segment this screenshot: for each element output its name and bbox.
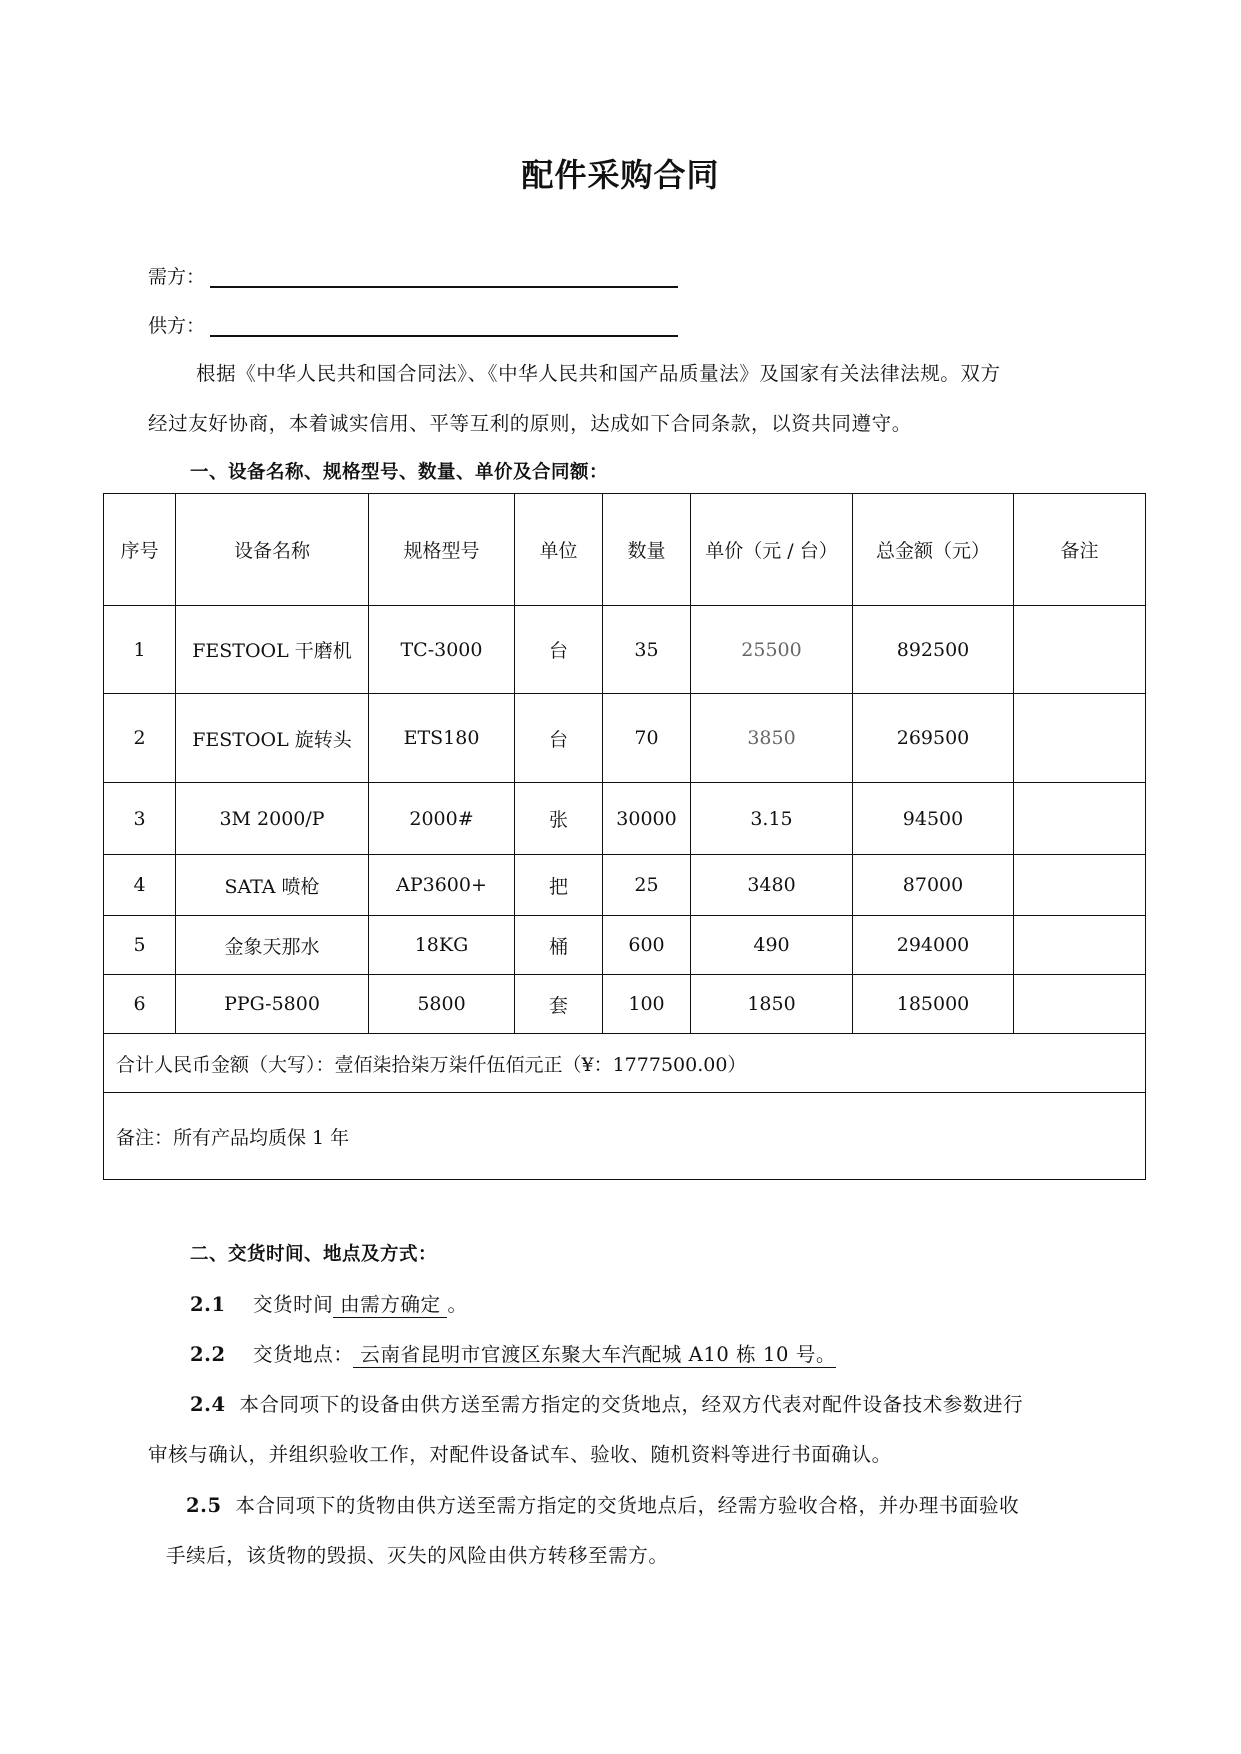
- table-row: [104, 975, 1146, 1034]
- table-cell: 5800: [369, 975, 515, 1034]
- total-amount-text: 合计人民币金额（大写）：壹佰柒拾柒万柒仟伍佰元正（¥：1777500.00）: [104, 1034, 1146, 1093]
- table-row: [104, 783, 1146, 855]
- supplier-row: [148, 311, 205, 338]
- intro-line-2: 经过友好协商，本着诚实信用、平等互利的原则，达成如下合同条款，以资共同遵守。: [148, 412, 912, 435]
- header-cell: 数量: [603, 494, 691, 606]
- table-cell: 100: [603, 975, 691, 1034]
- clause-2-1: [190, 1289, 468, 1317]
- table-cell: 3480: [691, 855, 853, 916]
- table-cell: ETS180: [369, 694, 515, 783]
- clause-number: 2.4: [190, 1393, 226, 1416]
- table-cell: 3M 2000/P: [176, 783, 369, 855]
- table-cell: [1014, 694, 1146, 783]
- clause-2-4-line-2: 审核与确认，并组织验收工作，对配件设备试车、验收、随机资料等进行书面确认。: [148, 1443, 892, 1466]
- intro-line-1: 根据《中华人民共和国合同法》、《中华人民共和国产品质量法》及国家有关法律法规。双方: [196, 362, 1001, 385]
- table-cell: [1014, 855, 1146, 916]
- table-cell: 台: [515, 694, 603, 783]
- remark-text: 备注：所有产品均质保 1 年: [104, 1093, 1146, 1180]
- table-cell: 30000: [603, 783, 691, 855]
- table-cell: SATA 喷枪: [176, 855, 369, 916]
- table-cell: 269500: [853, 694, 1014, 783]
- clause-end: 。: [447, 1293, 468, 1316]
- clause-text: 本合同项下的设备由供方送至需方指定的交货地点，经双方代表对配件设备技术参数进行: [239, 1393, 1024, 1416]
- table-cell: 185000: [853, 975, 1014, 1034]
- supplier-label: 供方：: [148, 315, 206, 337]
- clause-number: 2.2: [190, 1343, 226, 1366]
- table-cell: 张: [515, 783, 603, 855]
- table-cell: AP3600+: [369, 855, 515, 916]
- table-cell: TC-3000: [369, 606, 515, 694]
- table-cell: 3: [104, 783, 176, 855]
- header-cell: 序号: [104, 494, 176, 606]
- clause-2-5-line-1: [186, 1490, 1019, 1518]
- table-cell: 把: [515, 855, 603, 916]
- table-cell: [1014, 975, 1146, 1034]
- table-cell: 18KG: [369, 916, 515, 975]
- table-cell: 892500: [853, 606, 1014, 694]
- table-cell: 25500: [691, 606, 853, 694]
- table-cell: 35: [603, 606, 691, 694]
- table-cell: 3850: [691, 694, 853, 783]
- table-cell: 70: [603, 694, 691, 783]
- table-cell: PPG-5800: [176, 975, 369, 1034]
- buyer-row: [148, 262, 205, 289]
- table-cell: 5: [104, 916, 176, 975]
- clause-2-4-line-1: [190, 1389, 1023, 1417]
- table-cell: 294000: [853, 916, 1014, 975]
- table-cell: 25: [603, 855, 691, 916]
- clause-2-5-line-2: 手续后，该货物的毁损、灭失的风险由供方转移至需方。: [166, 1544, 669, 1567]
- table-cell: 1850: [691, 975, 853, 1034]
- clause-number: 2.1: [190, 1293, 226, 1316]
- table-row: [104, 606, 1146, 694]
- table-cell: 套: [515, 975, 603, 1034]
- table-row: [104, 694, 1146, 783]
- table-cell: 94500: [853, 783, 1014, 855]
- equipment-table: [103, 493, 1146, 1180]
- section-1-heading: 一、设备名称、规格型号、数量、单价及合同额：: [190, 462, 609, 483]
- table-cell: [1014, 916, 1146, 975]
- table-cell: 金象天那水: [176, 916, 369, 975]
- section-2-heading: 二、交货时间、地点及方式：: [190, 1244, 438, 1265]
- delivery-time-value: 由需方确定: [333, 1293, 448, 1316]
- table-cell: 490: [691, 916, 853, 975]
- clause-label: 交货地点：: [252, 1343, 354, 1366]
- table-cell: 600: [603, 916, 691, 975]
- table-header-row: [104, 494, 1146, 606]
- table-cell: 台: [515, 606, 603, 694]
- table-cell: 3.15: [691, 783, 853, 855]
- table-cell: 6: [104, 975, 176, 1034]
- header-cell: 单价（元 / 台）: [691, 494, 853, 606]
- table-cell: 4: [104, 855, 176, 916]
- header-cell: 单位: [515, 494, 603, 606]
- table-cell: [1014, 783, 1146, 855]
- clause-label: 交货时间: [252, 1293, 334, 1316]
- table-cell: 2000#: [369, 783, 515, 855]
- buyer-blank-line: [210, 262, 678, 288]
- clause-2-2: [190, 1339, 836, 1367]
- remark-row: [104, 1093, 1146, 1180]
- table-row: [104, 855, 1146, 916]
- table-cell: 桶: [515, 916, 603, 975]
- header-cell: 规格型号: [369, 494, 515, 606]
- header-cell: 总金额（元）: [853, 494, 1014, 606]
- supplier-blank-line: [210, 311, 678, 337]
- table-cell: FESTOOL 干磨机: [176, 606, 369, 694]
- clause-text: 本合同项下的货物由供方送至需方指定的交货地点后，经需方验收合格，并办理书面验收: [235, 1494, 1020, 1517]
- header-cell: 设备名称: [176, 494, 369, 606]
- total-row: [104, 1034, 1146, 1093]
- table-cell: FESTOOL 旋转头: [176, 694, 369, 783]
- table-cell: [1014, 606, 1146, 694]
- table-cell: 87000: [853, 855, 1014, 916]
- clause-number: 2.5: [186, 1494, 222, 1517]
- contract-title: 配件采购合同: [521, 156, 720, 194]
- header-cell: 备注: [1014, 494, 1146, 606]
- table-row: [104, 916, 1146, 975]
- table-cell: 2: [104, 694, 176, 783]
- table-cell: 1: [104, 606, 176, 694]
- buyer-label: 需方：: [148, 266, 206, 288]
- delivery-location-value: 云南省昆明市官渡区东聚大车汽配城 A10 栋 10 号。: [353, 1343, 837, 1366]
